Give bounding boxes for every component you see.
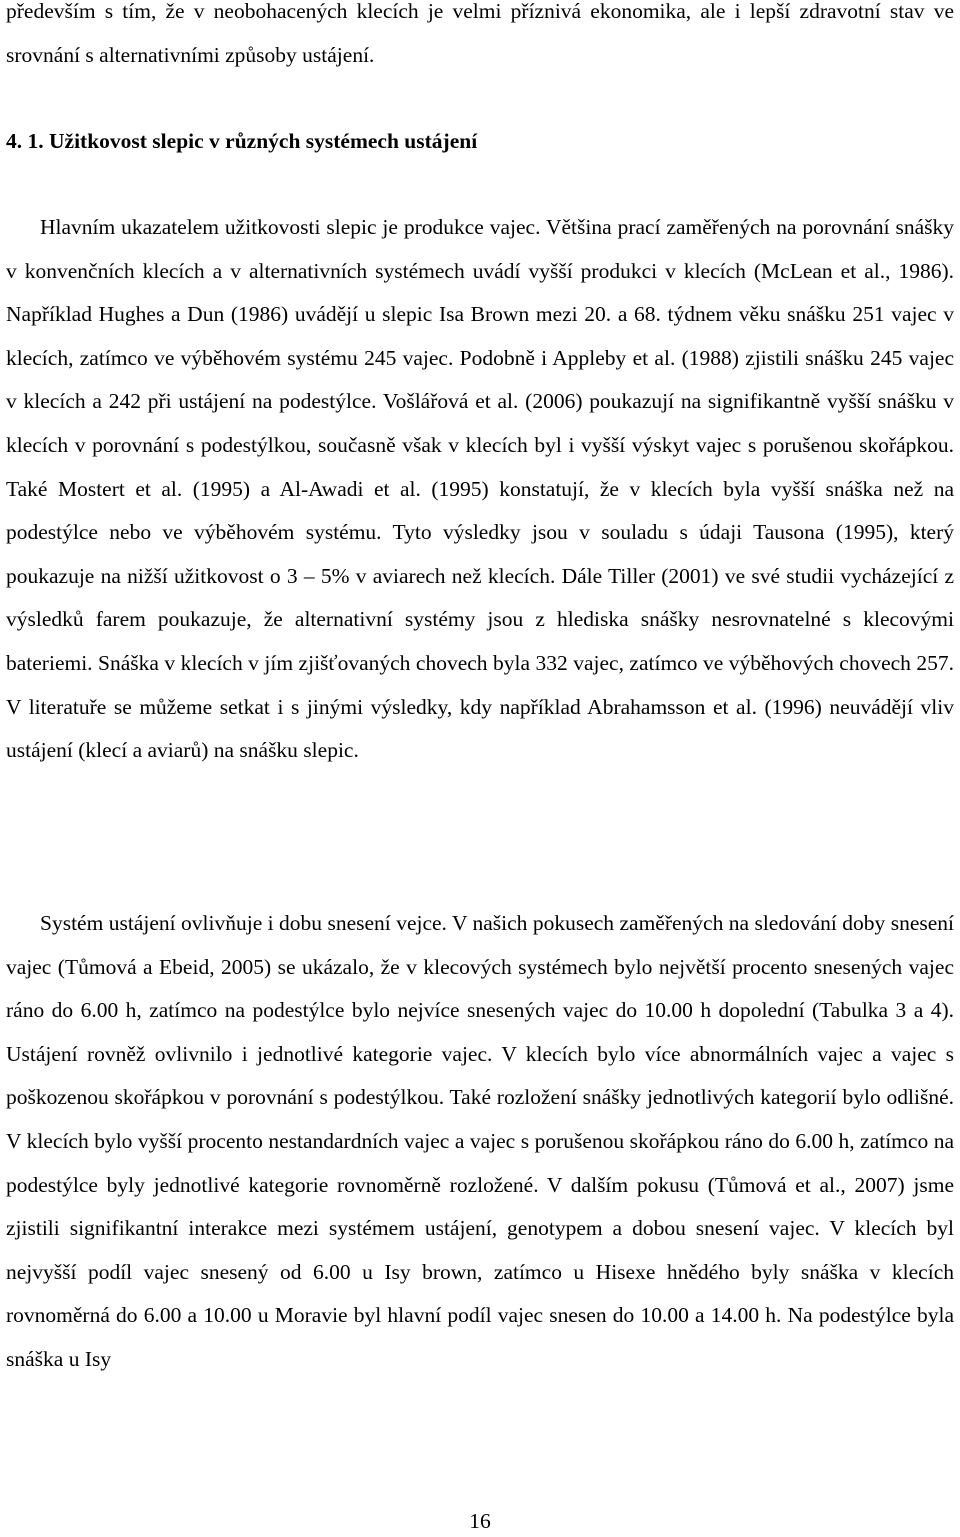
body-paragraph-2: Systém ustájení ovlivňuje i dobu snesení vejce. V našich pokusech zaměřených na sledování doby snesení vajec (Tůmová a Ebeid, 2005) se ukázalo, že v klecových systémech bylo největší procento snesených vajec ráno do 6.00 h, zatímco na podestýlce bylo nejvíce snesených vajec do 10.00 h dopolední (Tabulka 3 a 4). Ustájení rovněž ovlivnilo i jednotlivé kategorie vajec. V klecích bylo více abnormálních vajec a vajec s poškozenou skořápkou v porovnání s podestýlkou. Také rozložení snášky jednotlivých kategorií bylo odlišné. V klecích bylo vyšší procento nestandardních vajec a vajec s porušenou skořápkou ráno do 6.00 h, zatímco na podestýlce byly jednotlivé kategorie rovnoměrně rozložené. V dalším pokusu (Tůmová et al., 2007) jsme zjistili signifikantní interakce mezi systémem ustájení, genotypem a dobou snesení vajec. V klecích byl nejvyšší podíl vajec snesený od 6.00 u Isy brown, zatímco u Hisexe hnědého byly snáška v klecích rovnoměrná do 6.00 a 10.00 u Moravie byl hlavní podíl vajec snesen do 10.00 a 14.00 h. Na podestýlce byla snáška u Isy: [6, 911, 954, 1371]
body-paragraph-1: Hlavním ukazatelem užitkovosti slepic je produkce vajec. Většina prací zaměřených na porovnání snášky v konvenčních klecích a v alternativních systémech uvádí vyšší produkci v klecích (McLean et al., 1986). Například Hughes a Dun (1986) uvádějí u slepic Isa Brown mezi 20. a 68. týdnem věku snášku 251 vajec v klecích, zatímco ve výběhovém systému 245 vajec. Podobně i Appleby et al. (1988) zjistili snášku 245 vajec v klecích a 242 při ustájení na podestýlce. Vošlářová et al. (2006) poukazují na signifikantně vyšší snášku v klecích v porovnání s podestýlkou, současně však v klecích byl i vyšší výskyt vajec s porušenou skořápkou. Také Mostert et al. (1995) a Al-Awadi et al. (1995) konstatují, že v klecích byla vyšší snáška než na podestýlce nebo ve výběhovém systému. Tyto výsledky jsou v souladu s údaji Tausona (1995), který poukazuje na nižší užitkovost o 3 – 5% v aviarech než klecích. Dále Tiller (2001) ve své studii vycházející z výsledků farem poukazuje, že alternativní systémy jsou z hlediska snášky nesrovnatelné s klecovými bateriemi. Snáška v klecích v jím zjišťovaných chovech byla 332 vajec, zatímco ve výběhových chovech 257. V literatuře se můžeme setkat i s jinými výsledky, kdy například Abrahamsson et al. (1996) neuvádějí vliv ustájení (klecí a aviarů) na snášku slepic.: [6, 215, 954, 763]
intro-paragraph-fragment: především s tím, že v neobohacených klecích je velmi příznivá ekonomika, ale i lepší zdravotní stav ve srovnání s alternativními způsoby ustájení.: [6, 0, 954, 67]
page-number: 16: [469, 1509, 491, 1533]
section-heading: 4. 1. Užitkovost slepic v různých systémech ustájení: [6, 129, 478, 153]
